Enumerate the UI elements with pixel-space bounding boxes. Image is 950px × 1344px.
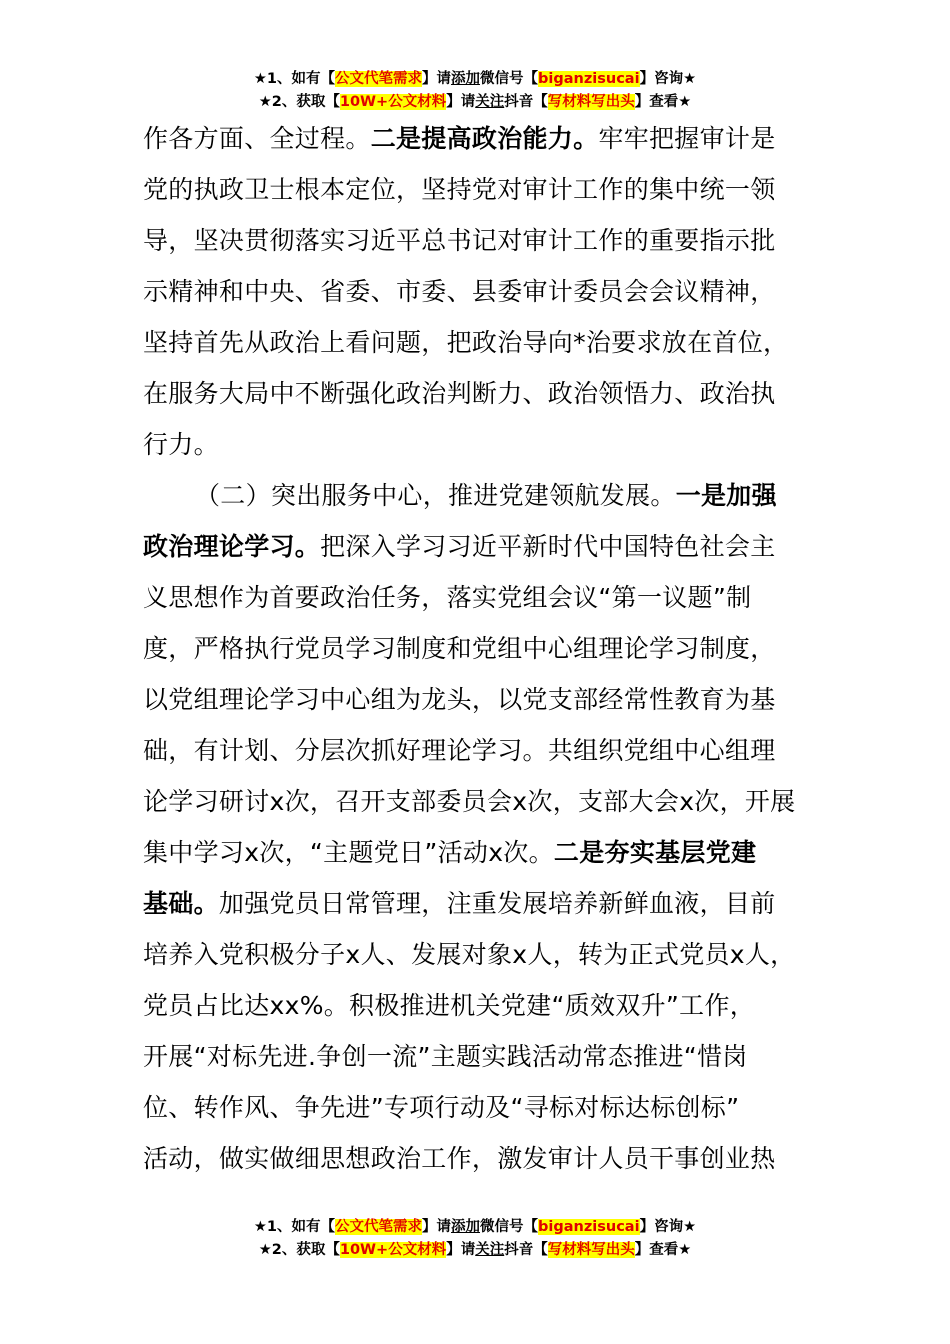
- banner-line-1: ★1、如有【公文代笔需求】请添加微信号【biganzisucai】咨询★: [253, 1219, 697, 1235]
- header-banner: [0, 68, 950, 114]
- highlight-douyin-account: 写材料写出头: [547, 1242, 635, 1258]
- text-line: 坚持首先从政治上看问题，把政治导向*治要求放在首位，: [143, 328, 789, 357]
- text-line: 义思想作为首要政治任务，落实党组会议“第一议题”制: [143, 583, 752, 612]
- text-line: 础，有计划、分层次抓好理论学习。共组织党组中心组理: [143, 736, 776, 765]
- banner-line-1: ★1、如有【公文代笔需求】请添加微信号【biganzisucai】咨询★: [253, 71, 697, 87]
- text-line: 论学习研讨x次，召开支部委员会x次，支部大会x次，开展: [143, 787, 796, 816]
- text-line: 位、转作风、争先进”专项行动及“寻标对标达标创标”: [143, 1093, 740, 1122]
- text-line: 活动，做实做细思想政治工作，激发审计人员干事创业热: [143, 1144, 776, 1173]
- highlight-writing-service: 公文代笔需求: [335, 71, 423, 87]
- text-line: 党的执政卫士根本定位，坚持党对审计工作的集中统一领: [143, 175, 776, 204]
- banner-line-2: ★2、获取【10W+公文材料】请关注抖音【写材料写出头】查看★: [258, 1242, 692, 1258]
- text-line: 开展“对标先进.争创一流”主题实践活动常态推进“惜岗: [143, 1042, 748, 1071]
- text-line: 度，严格执行党员学习制度和党组中心组理论学习制度，: [143, 634, 776, 663]
- document-body: [143, 113, 811, 1184]
- highlight-writing-service: 公文代笔需求: [335, 1219, 423, 1235]
- highlight-materials: 10W+公文材料: [339, 1242, 447, 1258]
- text-line: 培养入党积极分子x人、发展对象x人，转为正式党员x人，: [143, 940, 796, 969]
- highlight-wechat-id: biganzisucai: [538, 71, 640, 87]
- text-line: 基础。加强党员日常管理，注重发展培养新鲜血液，目前: [143, 889, 776, 918]
- highlight-douyin-account: 写材料写出头: [547, 94, 635, 110]
- highlight-wechat-id: biganzisucai: [538, 1219, 640, 1235]
- text-line: 作各方面、全过程。二是提高政治能力。牢牢把握审计是: [143, 124, 776, 153]
- text-line: 示精神和中央、省委、市委、县委审计委员会会议精神，: [143, 277, 776, 306]
- text-line: 政治理论学习。把深入学习习近平新时代中国特色社会主: [143, 532, 776, 561]
- text-line: 在服务大局中不断强化政治判断力、政治领悟力、政治执: [143, 379, 776, 408]
- text-line: 以党组理论学习中心组为龙头，以党支部经常性教育为基: [143, 685, 776, 714]
- text-line: 导，坚决贯彻落实习近平总书记对审计工作的重要指示批: [143, 226, 776, 255]
- banner-line-2: ★2、获取【10W+公文材料】请关注抖音【写材料写出头】查看★: [258, 94, 692, 110]
- highlight-materials: 10W+公文材料: [339, 94, 447, 110]
- footer-banner: [0, 1216, 950, 1262]
- section-heading-line: （二）突出服务中心，推进党建领航发展。一是加强: [195, 481, 777, 510]
- text-line: 集中学习x次，“主题党日”活动x次。二是夯实基层党建: [143, 838, 757, 867]
- text-line: 党员占比达xx%。积极推进机关党建“质效双升”工作，: [143, 991, 756, 1020]
- text-line: 行力。: [143, 430, 219, 459]
